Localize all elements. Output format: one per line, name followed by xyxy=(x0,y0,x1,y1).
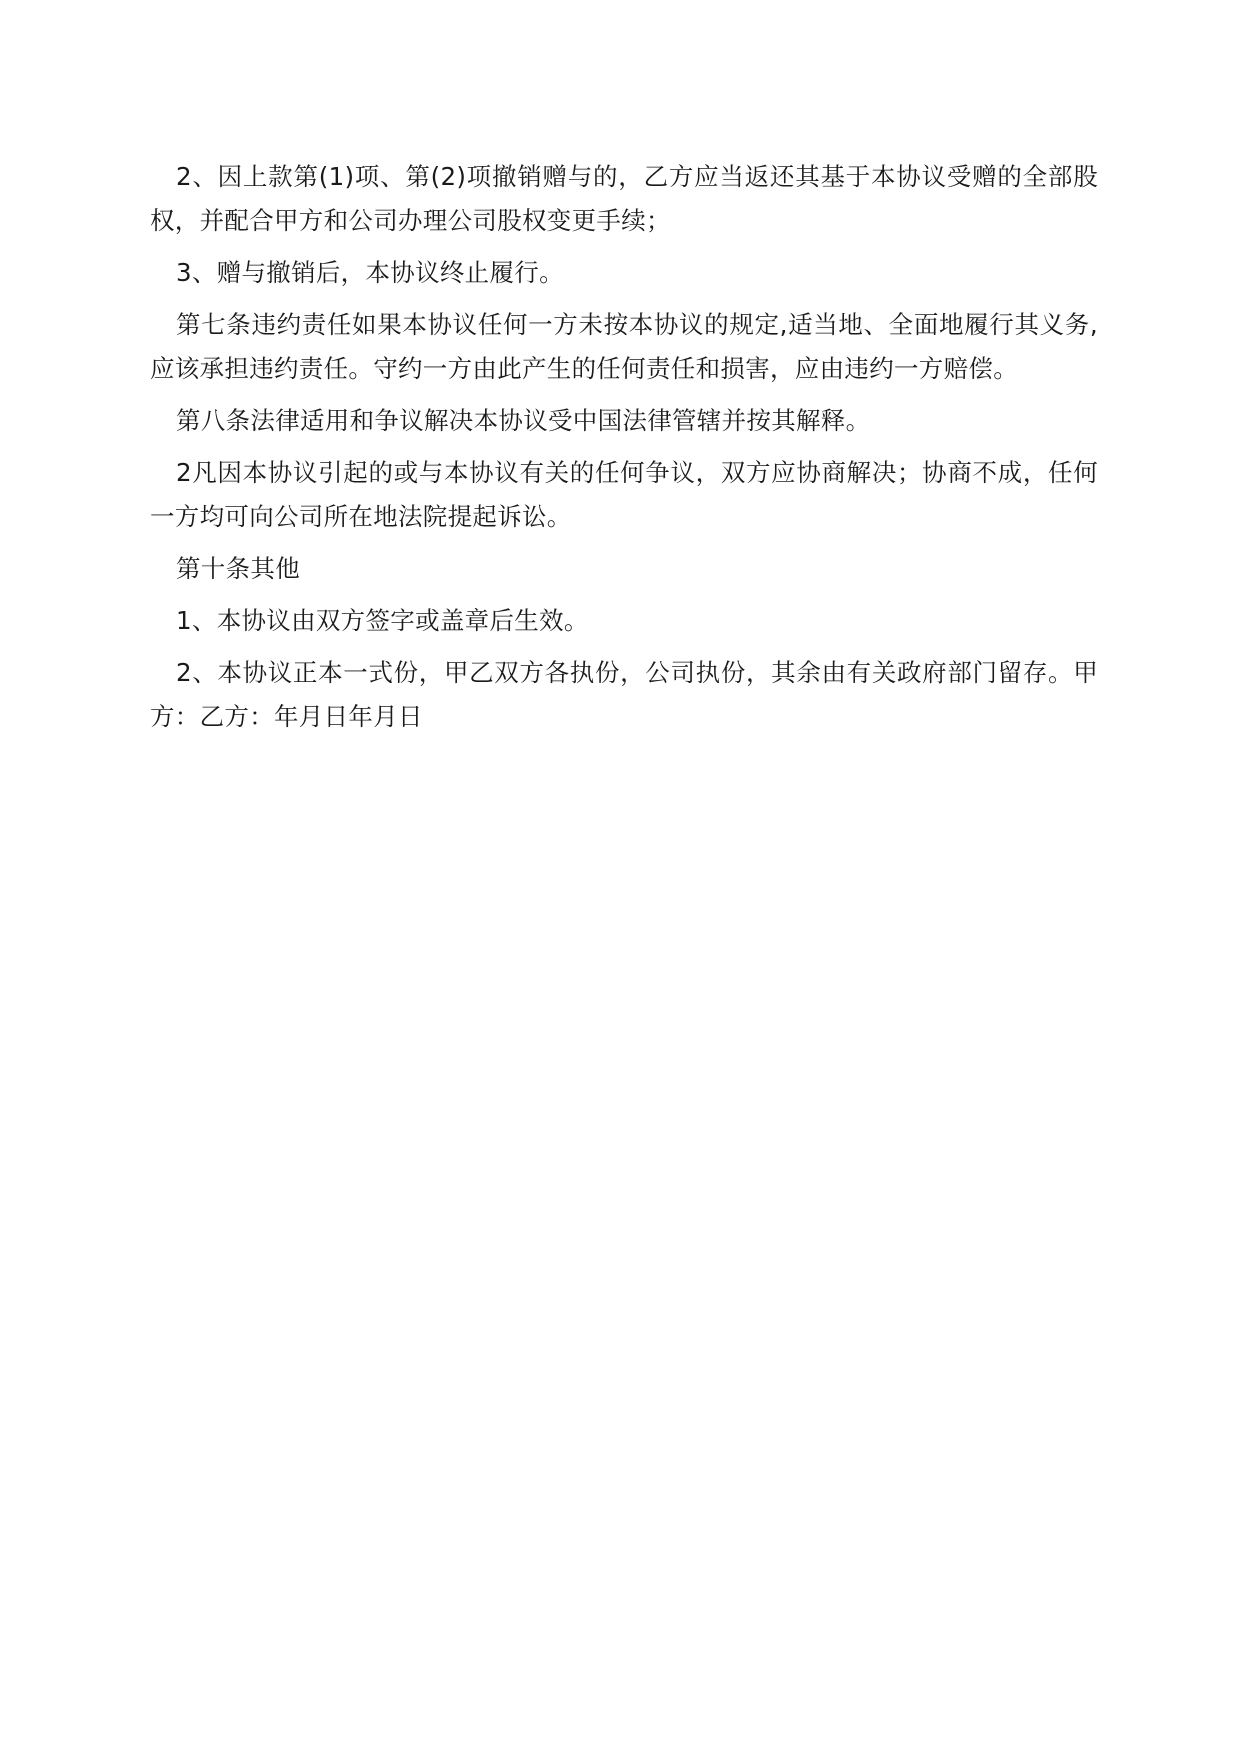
paragraph-revocation-termination: 3、赠与撤销后，本协议终止履行。 xyxy=(176,258,564,287)
paragraph-article-8-governing-law: 第八条法律适用和争议解决本协议受中国法律管辖并按其解释。 xyxy=(176,406,871,435)
paragraph-dispute-resolution: 2凡因本协议引起的或与本协议有关的任何争议，双方应协商解决；协商不成，任何一方均可向公司所在地法院提起诉讼。 xyxy=(150,458,1098,531)
paragraph-article-10-heading: 第十条其他 xyxy=(176,554,300,583)
paragraph-article-7-liability: 第七条违约责任如果本协议任何一方未按本协议的规定,适当地、全面地履行其义务,应该承担违约责任。守约一方由此产生的任何责任和损害，应由违约一方赔偿。 xyxy=(150,310,1098,383)
document-body xyxy=(150,155,1098,747)
paragraph-copies-and-signatures: 2、本协议正本一式份，甲乙双方各执份，公司执份，其余由有关政府部门留存。甲方：乙方：年月日年月日 xyxy=(150,658,1098,731)
paragraph-revocation-return: 2、因上款第(1)项、第(2)项撤销赠与的，乙方应当返还其基于本协议受赠的全部股权，并配合甲方和公司办理公司股权变更手续； xyxy=(150,162,1098,235)
paragraph-effectiveness: 1、本协议由双方签字或盖章后生效。 xyxy=(176,606,589,635)
